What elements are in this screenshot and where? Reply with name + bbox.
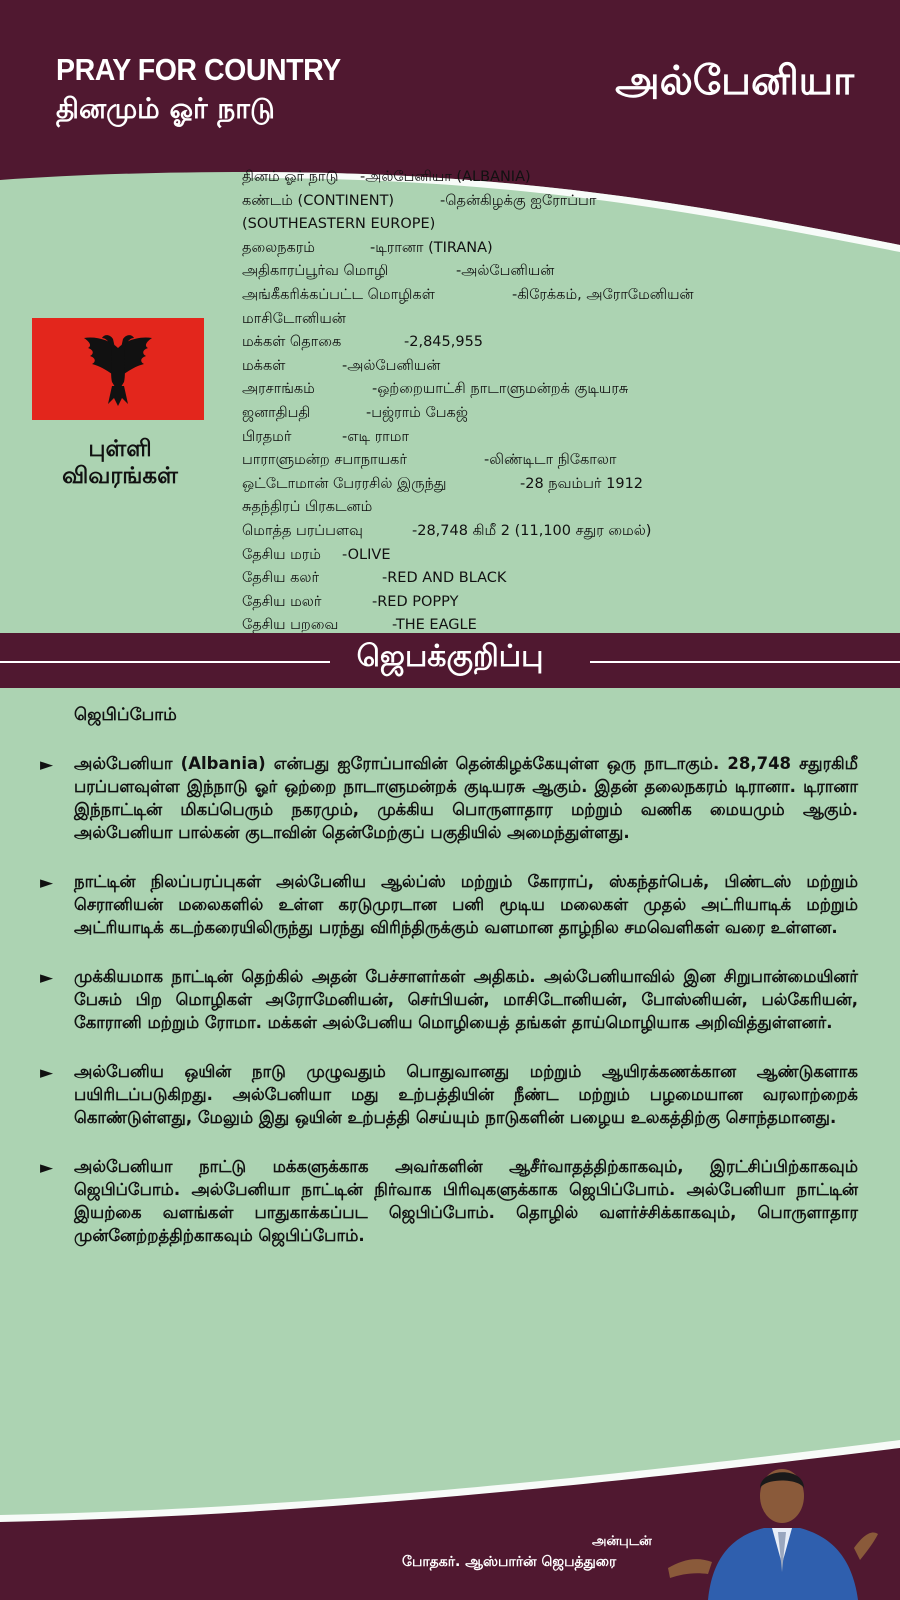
signature-greeting: அன்புடன் — [592, 1534, 652, 1549]
prayer-point-text: முக்கியமாக நாட்டின் தெற்கில் அதன் பேச்சாளர்கள் அதிகம். அல்பேனியாவில் இன சிறுபான்மையினர் பேசும் பிற மொழிகள் அரோமேனியன், செர்பியன், மாசிடோனியன், போஸ்னியன், பல்கேரியன், கோரானி மற்றும் ரோமா. மக்கள் அல்பேனிய மொழியைத் தங்கள் தாய்மொழியாக அறிவித்துள்ளனர். — [74, 967, 858, 1032]
pastor-photo — [668, 1438, 900, 1600]
daily-country-title: தினமும் ஓர் நாடு — [56, 92, 275, 125]
fact-key: கண்டம் (CONTINENT) — [242, 192, 395, 209]
fact-value: -RED AND BLACK — [382, 570, 507, 587]
prayer-point — [40, 1155, 858, 1247]
fact-value: -எடி ராமா — [342, 428, 410, 445]
fact-key: தினம் ஓர் நாடு — [242, 169, 339, 185]
fact-row — [242, 426, 802, 450]
prayer-point-text: அல்பேனிய ஒயின் நாடு முழுவதும் பொதுவானது மற்றும் ஆயிரக்கணக்கான ஆண்டுகளாக பயிரிடப்படுகிறது. அல்பேனியா மது உற்பத்தியின் நீண்ட மற்றும் பழமையான வரலாற்றைக் கொண்டுள்ளது, மேலும் இது ஒயின் உற்பத்தி செய்யும் நாடுகளின் பழைய உலகத்திற்கு சொந்தமானது. — [74, 1062, 858, 1127]
fact-row — [242, 355, 802, 379]
fact-value: -28,748 கிமீ 2 (11,100 சதுர மைல்) — [412, 522, 652, 539]
fact-row — [242, 331, 802, 355]
fact-key: தேசிய மரம் — [242, 546, 321, 563]
prayer-heading: ஜெபிப்போம் — [74, 705, 177, 725]
fact-key: தேசிய கலர் — [242, 570, 320, 587]
fact-value: -THE EAGLE — [392, 617, 477, 634]
prayer-point-text: நாட்டின் நிலப்பரப்புகள் அல்பேனிய ஆல்ப்ஸ் மற்றும் கோராப், ஸ்கந்தர்பெக், பிண்டஸ் மற்றும் செரானியன் மலைகளில் உள்ள கரடுமுரடான பனி மூடிய மலைகள் முதல் அட்ரியாடிக் மற்றும் அட்ரியாடிக் கடற்கரையிலிருந்து பரந்து விரிந்திருக்கும் வளமான தாழ்நில சமவெளிகள் வரை உள்ளன. — [74, 872, 858, 937]
arrow-bullet-icon: ► — [40, 968, 54, 988]
facts-label-line1: புள்ளி — [88, 436, 152, 462]
fact-key: மொத்த பரப்பளவு — [242, 522, 363, 539]
fact-row — [242, 544, 802, 568]
fact-row — [242, 190, 802, 214]
fact-value: -RED POPPY — [372, 593, 459, 610]
fact-value: -அல்பேனியா (ALBANIA) — [360, 169, 531, 185]
fact-row — [242, 237, 802, 261]
prayer-point — [40, 965, 858, 1034]
fact-row — [242, 308, 802, 332]
arrow-bullet-icon: ► — [40, 873, 54, 893]
prayer-point — [40, 870, 858, 939]
fact-key: மக்கள் — [242, 357, 286, 374]
fact-value: -அல்பேனியன் — [456, 263, 555, 280]
fact-key: அங்கீகரிக்கப்பட்ட மொழிகள் — [242, 286, 435, 303]
fact-value: -லிண்டிடா நிகோலா — [484, 452, 617, 469]
fact-value: -பஜ்ராம் பேகஜ் — [366, 404, 468, 421]
fact-row — [242, 520, 802, 544]
prayer-point-text: அல்பேனியா (Albania) என்பது ஐரோப்பாவின் தென்கிழக்கேயுள்ள ஒரு நாடாகும். 28,748 சதுரகிமீ பரப்பளவுள்ள இந்நாடு ஓர் ஒற்றை நாடாளுமன்றக் குடியரசு ஆகும். இதன் தலைநகரம் டிரானா. டிரானா இந்நாட்டின் மிகப்பெரும் நகரமும், முக்கிய பொருளாதார மற்றும் வணிக மையமும் ஆகும். அல்பேனியா பால்கன் குடாவின் தென்மேற்குப் பகுதியில் அமைந்துள்ளது. — [74, 754, 858, 842]
pray-for-country-title: PRAY FOR COUNTRY — [56, 52, 341, 87]
prayer-section-title: ஜெபக்குறிப்பு — [356, 639, 544, 674]
fact-value: -2,845,955 — [404, 334, 484, 351]
fact-row — [242, 496, 802, 520]
prayer-section-band — [0, 633, 900, 688]
fact-key: தேசிய மலர் — [242, 593, 322, 610]
fact-row — [242, 567, 802, 591]
prayer-point — [40, 1060, 858, 1129]
fact-value: -ஒற்றையாட்சி நாடாளுமன்றக் குடியரசு — [372, 381, 629, 398]
fact-row — [242, 260, 802, 284]
fact-key: தேசிய பறவை — [242, 617, 339, 634]
fact-row — [242, 449, 802, 473]
country-name: அல்பேனியா — [615, 58, 854, 104]
fact-value: சுதந்திரப் பிரகடனம் — [242, 499, 373, 516]
fact-value: (SOUTHEASTERN EUROPE) — [242, 216, 436, 233]
double-headed-eagle-icon — [82, 330, 154, 408]
fact-row — [242, 591, 802, 615]
fact-row — [242, 378, 802, 402]
facts-label — [30, 436, 210, 490]
fact-row — [242, 213, 802, 237]
fact-row — [242, 402, 802, 426]
prayer-point-text: அல்பேனியா நாட்டு மக்களுக்காக அவர்களின் ஆசீர்வாதத்திற்காகவும், இரட்சிப்பிற்காகவும் ஜெபிப்போம். அல்பேனியா நாட்டின் நிர்வாக பிரிவுகளுக்காக ஜெபிப்போம். அல்பேனியா நாட்டின் இயற்கை வளங்கள் பாதுகாக்கப்பட ஜெபிப்போம். தொழில் வளர்ச்சிக்காகவும், பொருளாதார முன்னேற்றத்திற்காகவும் ஜெபிப்போம். — [74, 1157, 858, 1245]
fact-key: அரசாங்கம் — [242, 381, 315, 398]
fact-row — [242, 166, 802, 190]
arrow-bullet-icon: ► — [40, 755, 54, 775]
country-facts-list — [242, 166, 802, 638]
fact-key: பாராளுமன்ற சபாநாயகர் — [242, 452, 407, 469]
fact-row — [242, 284, 802, 308]
fact-value: -தென்கிழக்கு ஐரோப்பா — [440, 192, 597, 209]
fact-row — [242, 473, 802, 497]
fact-key: தலைநகரம் — [242, 239, 315, 256]
fact-value: -OLIVE — [342, 546, 391, 563]
fact-value: -கிரேக்கம், அரோமேனியன் — [512, 286, 694, 303]
fact-value: -அல்பேனியன் — [342, 357, 441, 374]
fact-value: -டிரானா (TIRANA) — [370, 239, 493, 256]
arrow-bullet-icon: ► — [40, 1158, 54, 1178]
fact-key: பிரதமர் — [242, 428, 292, 445]
fact-value: மாசிடோனியன் — [242, 310, 346, 327]
fact-key: ஜனாதிபதி — [242, 404, 311, 421]
fact-value: -28 நவம்பர் 1912 — [520, 475, 644, 492]
facts-label-line2: விவரங்கள் — [62, 463, 178, 489]
prayer-point — [40, 752, 858, 844]
prayer-points-list — [40, 752, 858, 1247]
signature-name: போதகர். ஆஸ்பார்ன் ஜெபத்துரை — [402, 1554, 617, 1570]
fact-key: ஒட்டோமான் பேரரசில் இருந்து — [242, 475, 447, 492]
fact-key: மக்கள் தொகை — [242, 334, 342, 351]
fact-key: அதிகாரப்பூர்வ மொழி — [242, 263, 389, 280]
albania-flag — [32, 318, 204, 420]
arrow-bullet-icon: ► — [40, 1063, 54, 1083]
